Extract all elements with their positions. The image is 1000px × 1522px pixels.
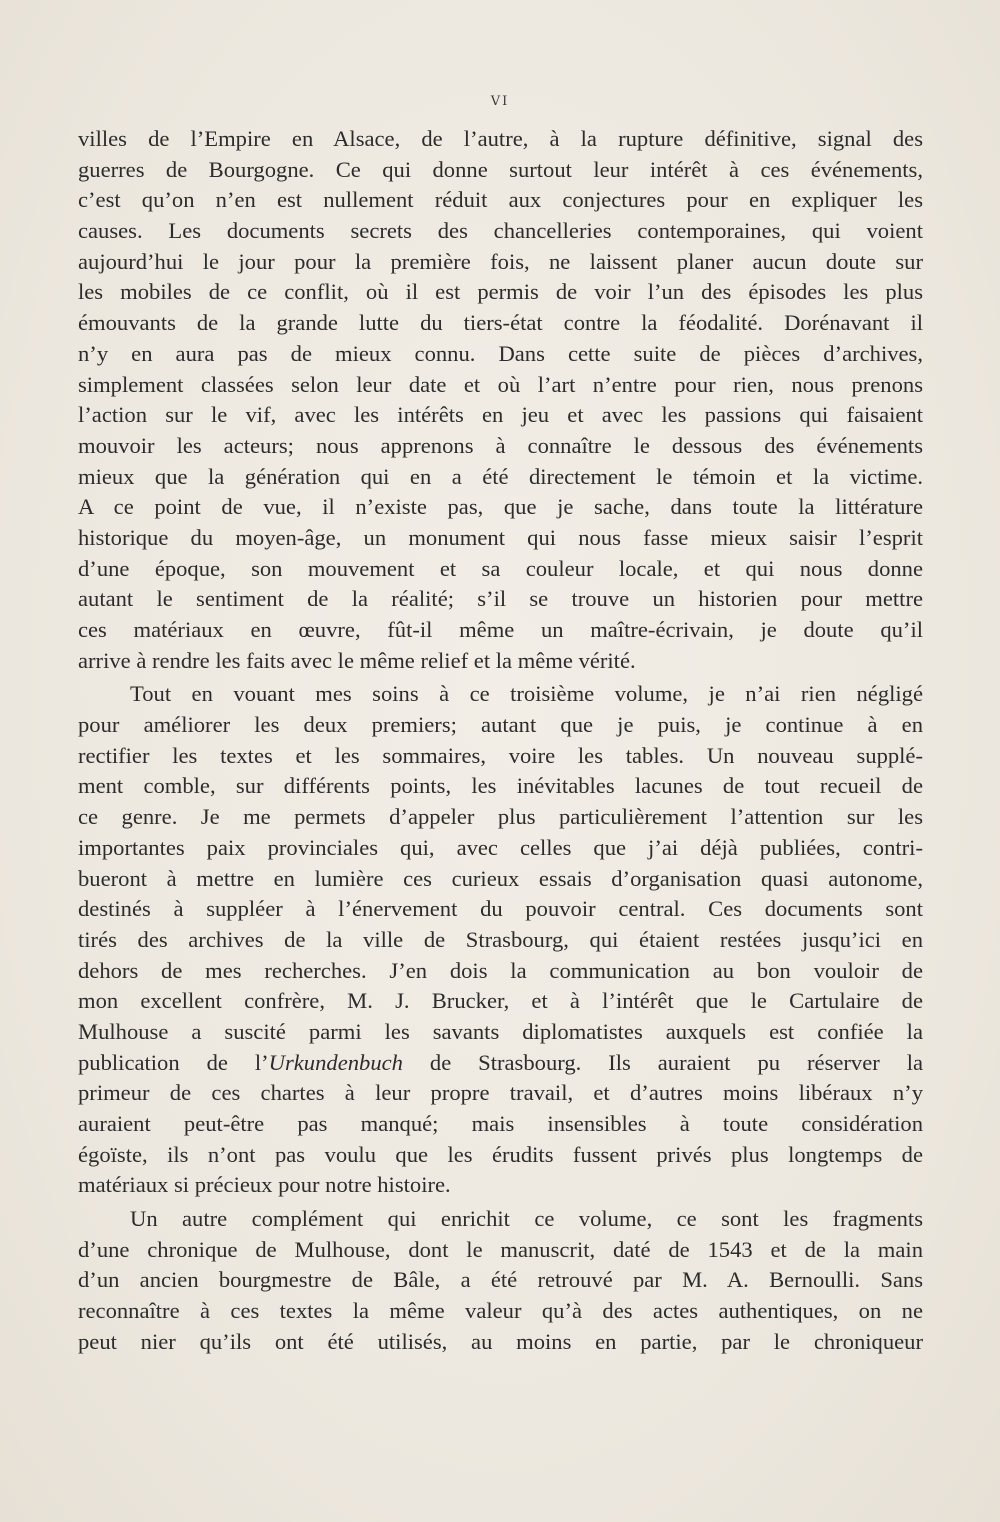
body-text [78, 124, 923, 1358]
paragraph-1 [78, 124, 923, 676]
page-number: VI [490, 94, 510, 109]
text-line: ment comble, sur différents points, les inévitables lacunes de tout recueil de [78, 773, 923, 799]
text-line: d’un ancien bourgmestre de Bâle, a été retrouvé par M. A. Bernoulli. Sans [78, 1267, 923, 1293]
text-line: publication de l’Urkundenbuch de Strasbourg. Ils auraient pu réserver la [78, 1049, 924, 1075]
text-line: destinés à suppléer à l’énervement du pouvoir central. Ces documents sont [78, 896, 923, 922]
text-line: A ce point de vue, il n’existe pas, que je sache, dans toute la littérature [78, 494, 923, 520]
text-line: aujourd’hui le jour pour la première fois, ne laissent planer aucun doute sur [78, 248, 923, 274]
paragraph-3 [78, 1204, 923, 1357]
text-line: matériaux si précieux pour notre histoire. [78, 1172, 451, 1198]
text-line: peut nier qu’ils ont été utilisés, au moins en partie, par le chroniqueur [78, 1328, 923, 1354]
text-line: simplement classées selon leur date et où l’art n’entre pour rien, nous prenons [78, 371, 923, 397]
text-line: autant le sentiment de la réalité; s’il se trouve un historien pour mettre [78, 586, 923, 612]
text-line: Un autre complément qui enrichit ce volume, ce sont les fragments [130, 1206, 923, 1232]
text-line: d’une époque, son mouvement et sa couleur locale, et qui nous donne [78, 555, 923, 581]
text-line: l’action sur le vif, avec les intérêts en jeu et avec les passions qui faisaient [78, 402, 923, 428]
text-line: guerres de Bourgogne. Ce qui donne surtout leur intérêt à ces événements, [78, 156, 923, 182]
text-line: c’est qu’on n’en est nullement réduit aux conjectures pour en expliquer les [78, 187, 923, 213]
text-line: villes de l’Empire en Alsace, de l’autre, à la rupture définitive, signal des [78, 126, 923, 151]
text-line: arrive à rendre les faits avec le même relief et la même vérité. [78, 647, 636, 673]
text-line: auraient peut-être pas manqué; mais insensibles à toute considération [78, 1111, 923, 1136]
text-line: tirés des archives de la ville de Strasbourg, qui étaient restées jusqu’ici en [78, 926, 923, 952]
text-line: bueront à mettre en lumière ces curieux essais d’organisation quasi autonome, [78, 865, 923, 891]
text-line: ces matériaux en œuvre, fût-il même un maître-écrivain, je doute qu’il [78, 617, 923, 642]
text-line: ce genre. Je me permets d’appeler plus particulièrement l’attention sur les [78, 804, 923, 830]
text-line: d’une chronique de Mulhouse, dont le manuscrit, daté de 1543 et de la main [78, 1236, 923, 1262]
text-line: les mobiles de ce conflit, où il est permis de voir l’un des épisodes les plus [78, 279, 923, 305]
text-line: primeur de ces chartes à leur propre travail, et d’autres moins libéraux n’y [78, 1080, 923, 1106]
text-line: mon excellent confrère, M. J. Brucker, et à l’intérêt que le Cartulaire de [78, 988, 923, 1014]
text-line: Mulhouse a suscité parmi les savants diplomatistes auxquels est confiée la [78, 1018, 923, 1044]
paragraph-2 [78, 679, 923, 1201]
text-line: Tout en vouant mes soins à ce troisième volume, je n’ai rien négligé [130, 681, 923, 707]
text-line: mouvoir les acteurs; nous apprenons à connaître le dessous des événements [78, 432, 923, 458]
text-line: historique du moyen-âge, un monument qui nous fasse mieux saisir l’esprit [78, 524, 923, 550]
text-line: rectifier les textes et les sommaires, voire les tables. Un nouveau supplé- [78, 742, 923, 768]
text-line: émouvants de la grande lutte du tiers-état contre la féodalité. Dorénavant il [78, 310, 923, 336]
text-line: pour améliorer les deux premiers; autant que je puis, je continue à en [78, 712, 923, 738]
text-line: importantes paix provinciales qui, avec celles que j’ai déjà publiées, contri- [78, 834, 923, 860]
text-line: dehors de mes recherches. J’en dois la communication au bon vouloir de [78, 957, 923, 983]
text-line: mieux que la génération qui en a été directement le témoin et la victime. [78, 463, 923, 489]
text-line: causes. Les documents secrets des chancelleries contemporaines, qui voient [78, 218, 923, 244]
text-line: reconnaître à ces textes la même valeur qu’à des actes authentiques, on ne [78, 1298, 923, 1324]
text-line: égoïste, ils n’ont pas voulu que les érudits fussent privés plus longtemps de [78, 1141, 923, 1167]
text-line: n’y en aura pas de mieux connu. Dans cette suite de pièces d’archives, [78, 340, 923, 366]
